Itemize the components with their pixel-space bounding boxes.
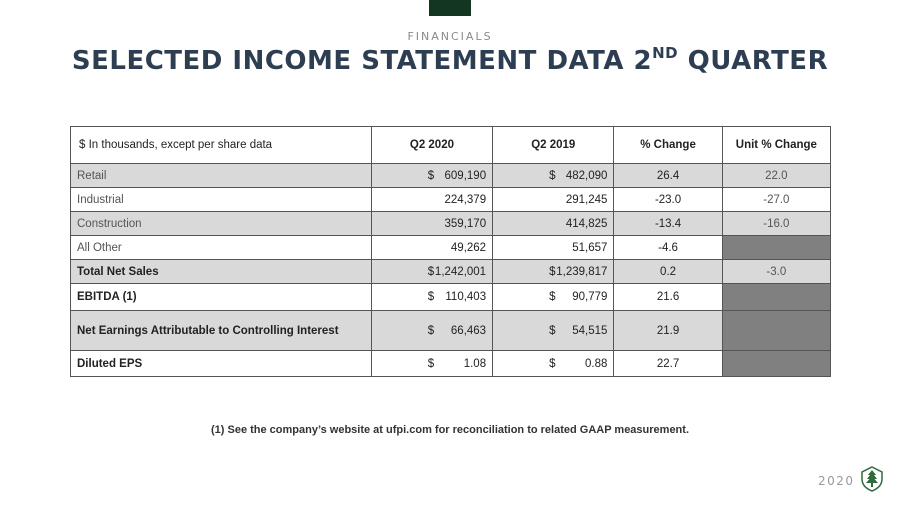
page-title bbox=[0, 46, 900, 76]
column-header: Q2 2019 bbox=[493, 127, 614, 164]
empty-cell bbox=[722, 311, 830, 351]
value: 414,825 bbox=[565, 217, 608, 230]
table-row-net-earnings bbox=[71, 311, 831, 351]
value: 1,239,817 bbox=[556, 265, 608, 278]
currency-symbol: $ bbox=[549, 324, 556, 337]
currency-symbol: $ bbox=[549, 265, 556, 278]
value: 1,242,001 bbox=[434, 265, 487, 278]
currency-symbol: $ bbox=[427, 169, 435, 182]
cell-q2-2020 bbox=[371, 284, 492, 311]
table-row-construction bbox=[71, 212, 831, 236]
value: 90,779 bbox=[572, 291, 608, 303]
cell-pct-change: -23.0 bbox=[614, 188, 722, 212]
cell-unit-pct-change: -27.0 bbox=[722, 188, 830, 212]
cell-q2-2019 bbox=[493, 236, 614, 260]
cell-q2-2020 bbox=[371, 212, 492, 236]
row-label: Construction bbox=[71, 212, 372, 236]
top-accent-bar bbox=[429, 0, 471, 16]
cell-pct-change: 26.4 bbox=[614, 164, 722, 188]
income-statement-table bbox=[70, 126, 831, 377]
value: 66,463 bbox=[450, 324, 487, 337]
column-header: Q2 2020 bbox=[371, 127, 492, 164]
cell-pct-change: 21.6 bbox=[614, 284, 722, 311]
cell-q2-2020 bbox=[371, 260, 492, 284]
title-main: SELECTED INCOME STATEMENT DATA 2 bbox=[71, 46, 653, 76]
section-label: FINANCIALS bbox=[407, 30, 493, 43]
table-row-diluted-eps bbox=[71, 351, 831, 377]
row-label: Industrial bbox=[71, 188, 372, 212]
column-header: Unit % Change bbox=[722, 127, 830, 164]
cell-q2-2019 bbox=[493, 311, 614, 351]
cell-unit-pct-change: -16.0 bbox=[722, 212, 830, 236]
value: 609,190 bbox=[444, 169, 487, 182]
value: 359,170 bbox=[444, 217, 487, 230]
cell-unit-pct-change: -3.0 bbox=[722, 260, 830, 284]
cell-q2-2019 bbox=[493, 164, 614, 188]
table-row-all-other bbox=[71, 236, 831, 260]
cell-pct-change: 22.7 bbox=[614, 351, 722, 377]
currency-symbol: $ bbox=[427, 324, 435, 337]
table-row-industrial bbox=[71, 188, 831, 212]
cell-q2-2020 bbox=[371, 164, 492, 188]
value: 51,657 bbox=[572, 241, 608, 254]
empty-cell bbox=[722, 284, 830, 311]
value: 1.08 bbox=[463, 357, 487, 370]
currency-symbol: $ bbox=[427, 291, 435, 303]
value: 49,262 bbox=[450, 241, 487, 254]
currency-symbol: $ bbox=[549, 357, 556, 370]
column-header: $ In thousands, except per share data bbox=[71, 127, 372, 164]
currency-symbol: $ bbox=[549, 169, 556, 182]
cell-q2-2019 bbox=[493, 284, 614, 311]
row-label: Total Net Sales bbox=[71, 260, 372, 284]
value: 110,403 bbox=[445, 291, 487, 303]
tree-logo-icon bbox=[860, 466, 884, 492]
cell-unit-pct-change: 22.0 bbox=[722, 164, 830, 188]
cell-pct-change: -4.6 bbox=[614, 236, 722, 260]
value: 482,090 bbox=[565, 169, 608, 182]
cell-pct-change: -13.4 bbox=[614, 212, 722, 236]
table-row-ebitda bbox=[71, 284, 831, 311]
cell-q2-2019 bbox=[493, 260, 614, 284]
row-label: All Other bbox=[71, 236, 372, 260]
row-label: Retail bbox=[71, 164, 372, 188]
cell-q2-2019 bbox=[493, 351, 614, 377]
currency-symbol: $ bbox=[427, 265, 435, 278]
cell-q2-2019 bbox=[493, 188, 614, 212]
cell-q2-2020 bbox=[371, 351, 492, 377]
value: 224,379 bbox=[444, 193, 487, 206]
cell-q2-2019 bbox=[493, 212, 614, 236]
empty-cell bbox=[722, 236, 830, 260]
currency-symbol: $ bbox=[427, 357, 435, 370]
currency-symbol: $ bbox=[549, 291, 556, 303]
value: 0.88 bbox=[585, 357, 608, 370]
cell-q2-2020 bbox=[371, 188, 492, 212]
cell-pct-change: 0.2 bbox=[614, 260, 722, 284]
row-label: Net Earnings Attributable to Controlling Interest bbox=[71, 311, 372, 351]
table-row-retail bbox=[71, 164, 831, 188]
title-end: QUARTER bbox=[678, 46, 829, 76]
cell-q2-2020 bbox=[371, 311, 492, 351]
footnote: (1) See the company’s website at ufpi.com for reconciliation to related GAAP measurement. bbox=[210, 424, 689, 436]
value: 291,245 bbox=[565, 193, 608, 206]
cell-q2-2020 bbox=[371, 236, 492, 260]
table-row-total-net-sales bbox=[71, 260, 831, 284]
row-label: Diluted EPS bbox=[71, 351, 372, 377]
empty-cell bbox=[722, 351, 830, 377]
footer-year: 2020 bbox=[818, 474, 855, 488]
table-header-row bbox=[71, 127, 831, 164]
value: 54,515 bbox=[572, 324, 608, 337]
column-header: % Change bbox=[614, 127, 722, 164]
row-label: EBITDA (1) bbox=[71, 284, 372, 311]
title-superscript: ND bbox=[652, 44, 679, 62]
cell-pct-change: 21.9 bbox=[614, 311, 722, 351]
